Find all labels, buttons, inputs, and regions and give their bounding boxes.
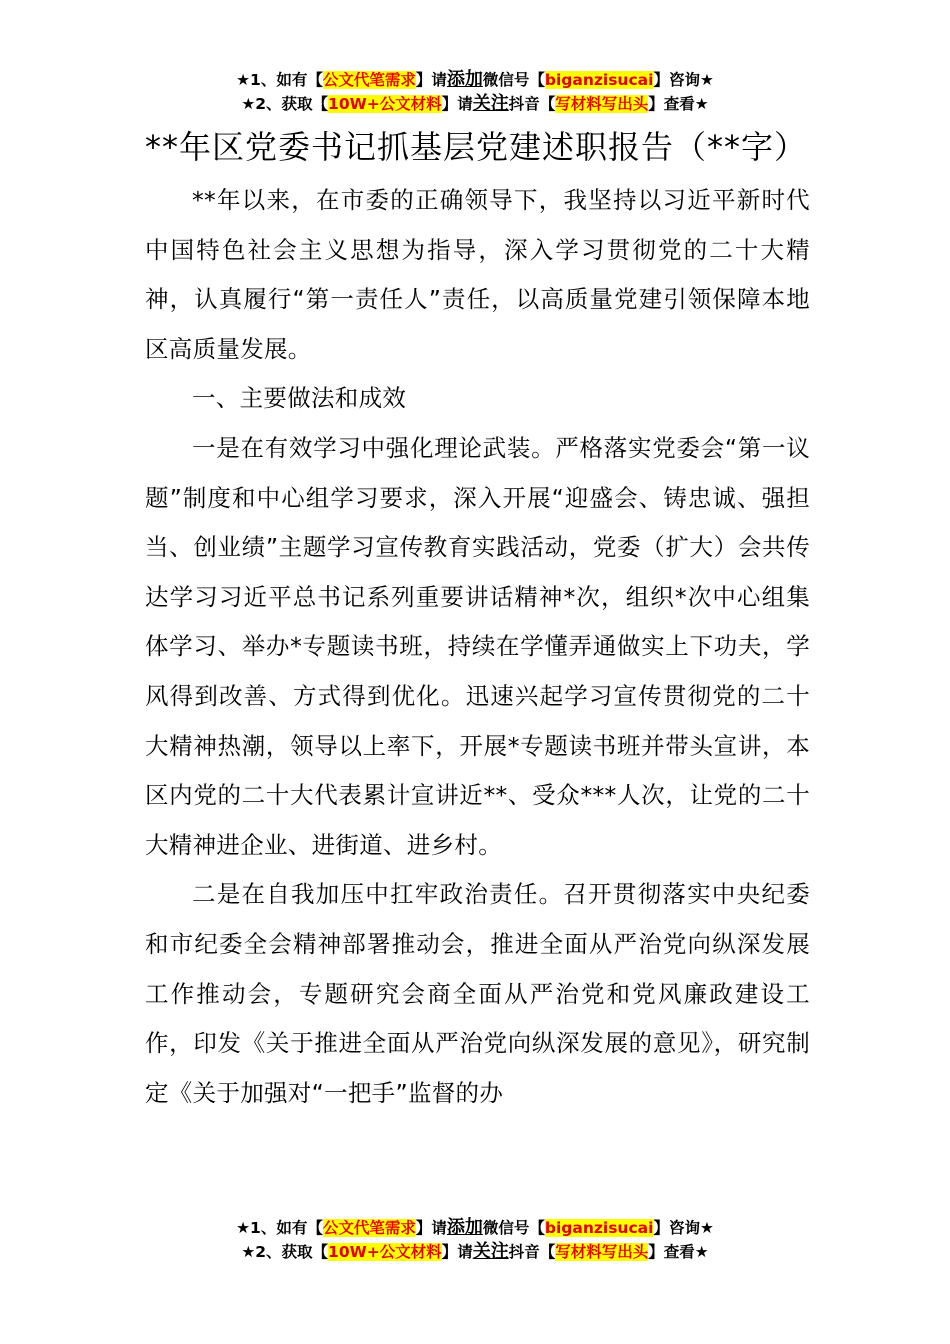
paragraph-1: 一是在有效学习中强化理论武装。严格落实党委会“第一议题”制度和中心组学习要求，深入开展“迎盛会、铸忠诚、强担当、创业绩”主题学习宣传教育实践活动，党委（扩大）会共传达学习习近平总书记系列重要讲话精神*次，组织*次中心组集体学习、举办*专题读书班，持续在学懂弄通做实上下功夫，学风得到改善、方式得到优化。迅速兴起学习宣传贯彻党的二十大精神热潮，领导以上率下，开展*专题读书班并带头宣讲，本区内党的二十大代表累计宣讲近**、受众***人次，让党的二十大精神进企业、进街道、进乡村。 — [145, 433, 810, 859]
banner-text: 抖音【 — [508, 1243, 556, 1261]
wechat-id: biganzisucai — [544, 1219, 654, 1237]
banner-text: 微信号【 — [482, 1219, 545, 1237]
highlight-text: 公文代笔需求 — [322, 71, 416, 89]
banner-line-2 — [0, 1240, 950, 1264]
paragraph-intro: **年以来，在市委的正确领导下，我坚持以习近平新时代中国特色社会主义思想为指导，深入学习贯彻党的二十大精神，认真履行“第一责任人”责任，以高质量党建引领保障本地区高质量发展。 — [145, 186, 810, 363]
banner-text: 】查看★ — [648, 1243, 709, 1261]
banner-text: ★1、如有【 — [236, 1219, 323, 1237]
banner-line-2 — [0, 92, 950, 116]
document-title: **年区党委书记抓基层党建述职报告（**字） — [145, 128, 808, 166]
header-banner — [0, 68, 950, 116]
highlight-text: 10W+公文材料 — [328, 95, 442, 113]
emphasis-text: 关注 — [472, 93, 509, 114]
emphasis-text: 添加 — [446, 1217, 483, 1238]
banner-text: 微信号【 — [482, 71, 545, 89]
document-body — [145, 124, 810, 1118]
douyin-id: 写材料写出头 — [555, 1243, 649, 1261]
banner-text: 】咨询★ — [653, 71, 714, 89]
banner-line-1 — [0, 1216, 950, 1240]
banner-text: 抖音【 — [508, 95, 556, 113]
banner-text: 】请 — [441, 1243, 473, 1261]
banner-text: 】咨询★ — [653, 1219, 714, 1237]
highlight-text: 10W+公文材料 — [328, 1243, 442, 1261]
wechat-id: biganzisucai — [544, 71, 654, 89]
banner-line-1 — [0, 68, 950, 92]
banner-text: 】请 — [441, 95, 473, 113]
banner-text: ★2、获取【 — [241, 95, 329, 113]
highlight-text: 公文代笔需求 — [322, 1219, 416, 1237]
paragraph-2: 二是在自我加压中扛牢政治责任。召开贯彻落实中央纪委和市纪委全会精神部署推动会，推进全面从严治党向纵深发展工作推动会，专题研究会商全面从严治党和党风廉政建设工作，印发《关于推进全面从严治党向纵深发展的意见》，研究制定《关于加强对“一把手”监督的办 — [145, 880, 810, 1107]
emphasis-text: 添加 — [446, 69, 483, 90]
banner-text: ★2、获取【 — [241, 1243, 329, 1261]
footer-banner — [0, 1216, 950, 1264]
banner-text: ★1、如有【 — [236, 71, 323, 89]
banner-text: 】查看★ — [648, 95, 709, 113]
douyin-id: 写材料写出头 — [555, 95, 649, 113]
emphasis-text: 关注 — [472, 1241, 509, 1262]
banner-text: 】请 — [415, 1219, 447, 1237]
banner-text: 】请 — [415, 71, 447, 89]
section-heading: 一、主要做法和成效 — [192, 384, 407, 413]
